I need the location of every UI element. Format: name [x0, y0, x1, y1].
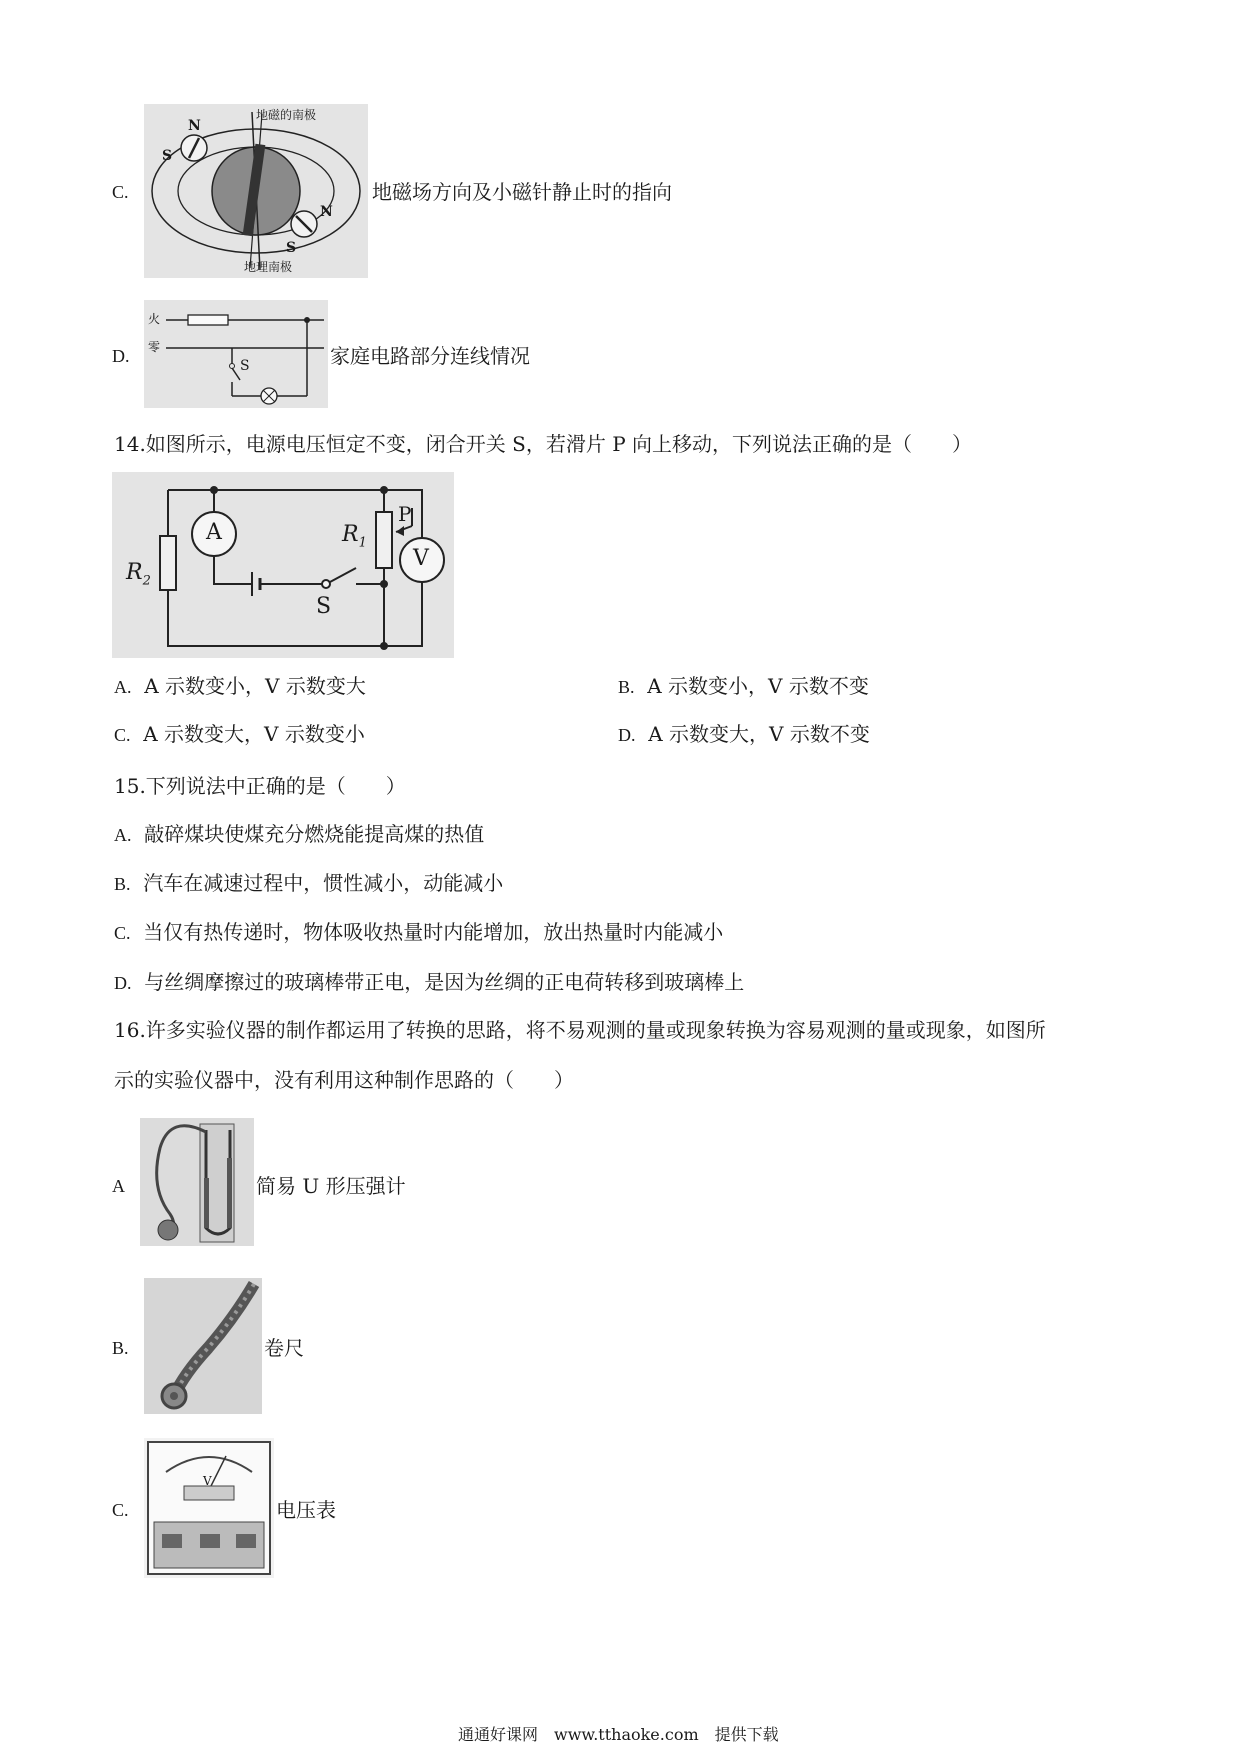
- fig-label-geographic-south: 地理南极: [244, 260, 293, 274]
- needle-s-label: S: [286, 240, 297, 256]
- q16-option-a-letter: A: [112, 1176, 125, 1196]
- q16-stem-line1: 16.许多实验仪器的制作都运用了转换的思路，将不易观测的量或现象转换为容易观测的量或现象，如图所: [114, 1018, 1046, 1042]
- needle-n-label: N: [320, 204, 333, 220]
- household-circuit-figure: [144, 300, 328, 408]
- switch-label: S: [240, 358, 250, 374]
- needle-s-label: S: [162, 148, 173, 164]
- slider-p-label: P: [398, 502, 412, 526]
- voltmeter-label: V: [413, 546, 429, 571]
- option-letter: C.: [114, 725, 131, 745]
- option-letter: B.: [114, 874, 131, 894]
- voltmeter-dial-label: V: [203, 1474, 212, 1488]
- fig-label-geomagnetic-south: 地磁的南极: [256, 108, 317, 122]
- q15-option-c[interactable]: [114, 920, 723, 945]
- option-letter: D.: [618, 725, 636, 745]
- option-text: A 示数变小，V 示数不变: [647, 674, 869, 698]
- page-footer: 通通好课网 www.tthaoke.com 提供下载: [458, 1725, 779, 1744]
- q13-option-d-letter: D.: [112, 346, 130, 366]
- q16-stem-line2: 示的实验仪器中，没有利用这种制作思路的（ ）: [114, 1068, 574, 1092]
- option-letter: D.: [114, 973, 132, 993]
- q13-option-c-letter: C.: [112, 182, 129, 202]
- switch-s-label: S: [316, 594, 332, 619]
- voltmeter-photo: [144, 1438, 274, 1578]
- option-text: 当仅有热传递时，物体吸收热量时内能增加，放出热量时内能减小: [143, 920, 724, 944]
- ammeter-label: A: [206, 520, 222, 545]
- q16-option-a-caption: 简易 U 形压强计: [256, 1174, 406, 1198]
- r1-label: $R_1$: [342, 522, 367, 551]
- q15-stem: 15.下列说法中正确的是（ ）: [114, 774, 406, 798]
- option-text: 与丝绸摩擦过的玻璃棒带正电，是因为丝绸的正电荷转移到玻璃棒上: [144, 970, 745, 994]
- q13-option-c-caption: 地磁场方向及小磁针静止时的指向: [372, 180, 672, 204]
- option-text: 敲碎煤块使煤充分燃烧能提高煤的热值: [144, 822, 485, 846]
- q16-option-b-caption: 卷尺: [264, 1336, 304, 1360]
- u-tube-manometer-photo: [140, 1118, 254, 1246]
- q14-option-c[interactable]: [114, 722, 365, 747]
- q15-option-d[interactable]: [114, 970, 744, 995]
- q15-option-a[interactable]: [114, 822, 484, 847]
- r2-label: $R_2$: [126, 560, 151, 589]
- option-text: A 示数变大，V 示数变小: [143, 722, 365, 746]
- needle-n-label: N: [188, 118, 201, 134]
- q14-option-d[interactable]: [618, 722, 870, 747]
- q14-option-a[interactable]: [114, 674, 366, 699]
- q13-option-d-caption: 家庭电路部分连线情况: [330, 344, 530, 368]
- option-text: 汽车在减速过程中，惯性减小，动能减小: [143, 871, 504, 895]
- q15-option-b[interactable]: [114, 871, 503, 896]
- earth-magnetic-field-figure: [144, 104, 368, 278]
- q16-option-c-letter: C.: [112, 1500, 129, 1520]
- option-text: A 示数变大，V 示数不变: [648, 722, 870, 746]
- option-letter: A.: [114, 677, 132, 697]
- option-text: A 示数变小，V 示数变大: [144, 674, 366, 698]
- q16-option-c-caption: 电压表: [276, 1498, 336, 1522]
- tape-measure-photo: [144, 1278, 262, 1414]
- live-wire-label: 火: [148, 312, 161, 326]
- option-letter: B.: [618, 677, 635, 697]
- option-letter: C.: [114, 923, 131, 943]
- option-letter: A.: [114, 825, 132, 845]
- q14-stem: 14.如图所示，电源电压恒定不变，闭合开关 S，若滑片 P 向上移动，下列说法正确的是（ ）: [114, 432, 973, 456]
- q14-option-b[interactable]: [618, 674, 869, 699]
- q14-circuit-figure: [112, 472, 454, 658]
- neutral-wire-label: 零: [148, 340, 161, 354]
- q16-option-b-letter: B.: [112, 1338, 129, 1358]
